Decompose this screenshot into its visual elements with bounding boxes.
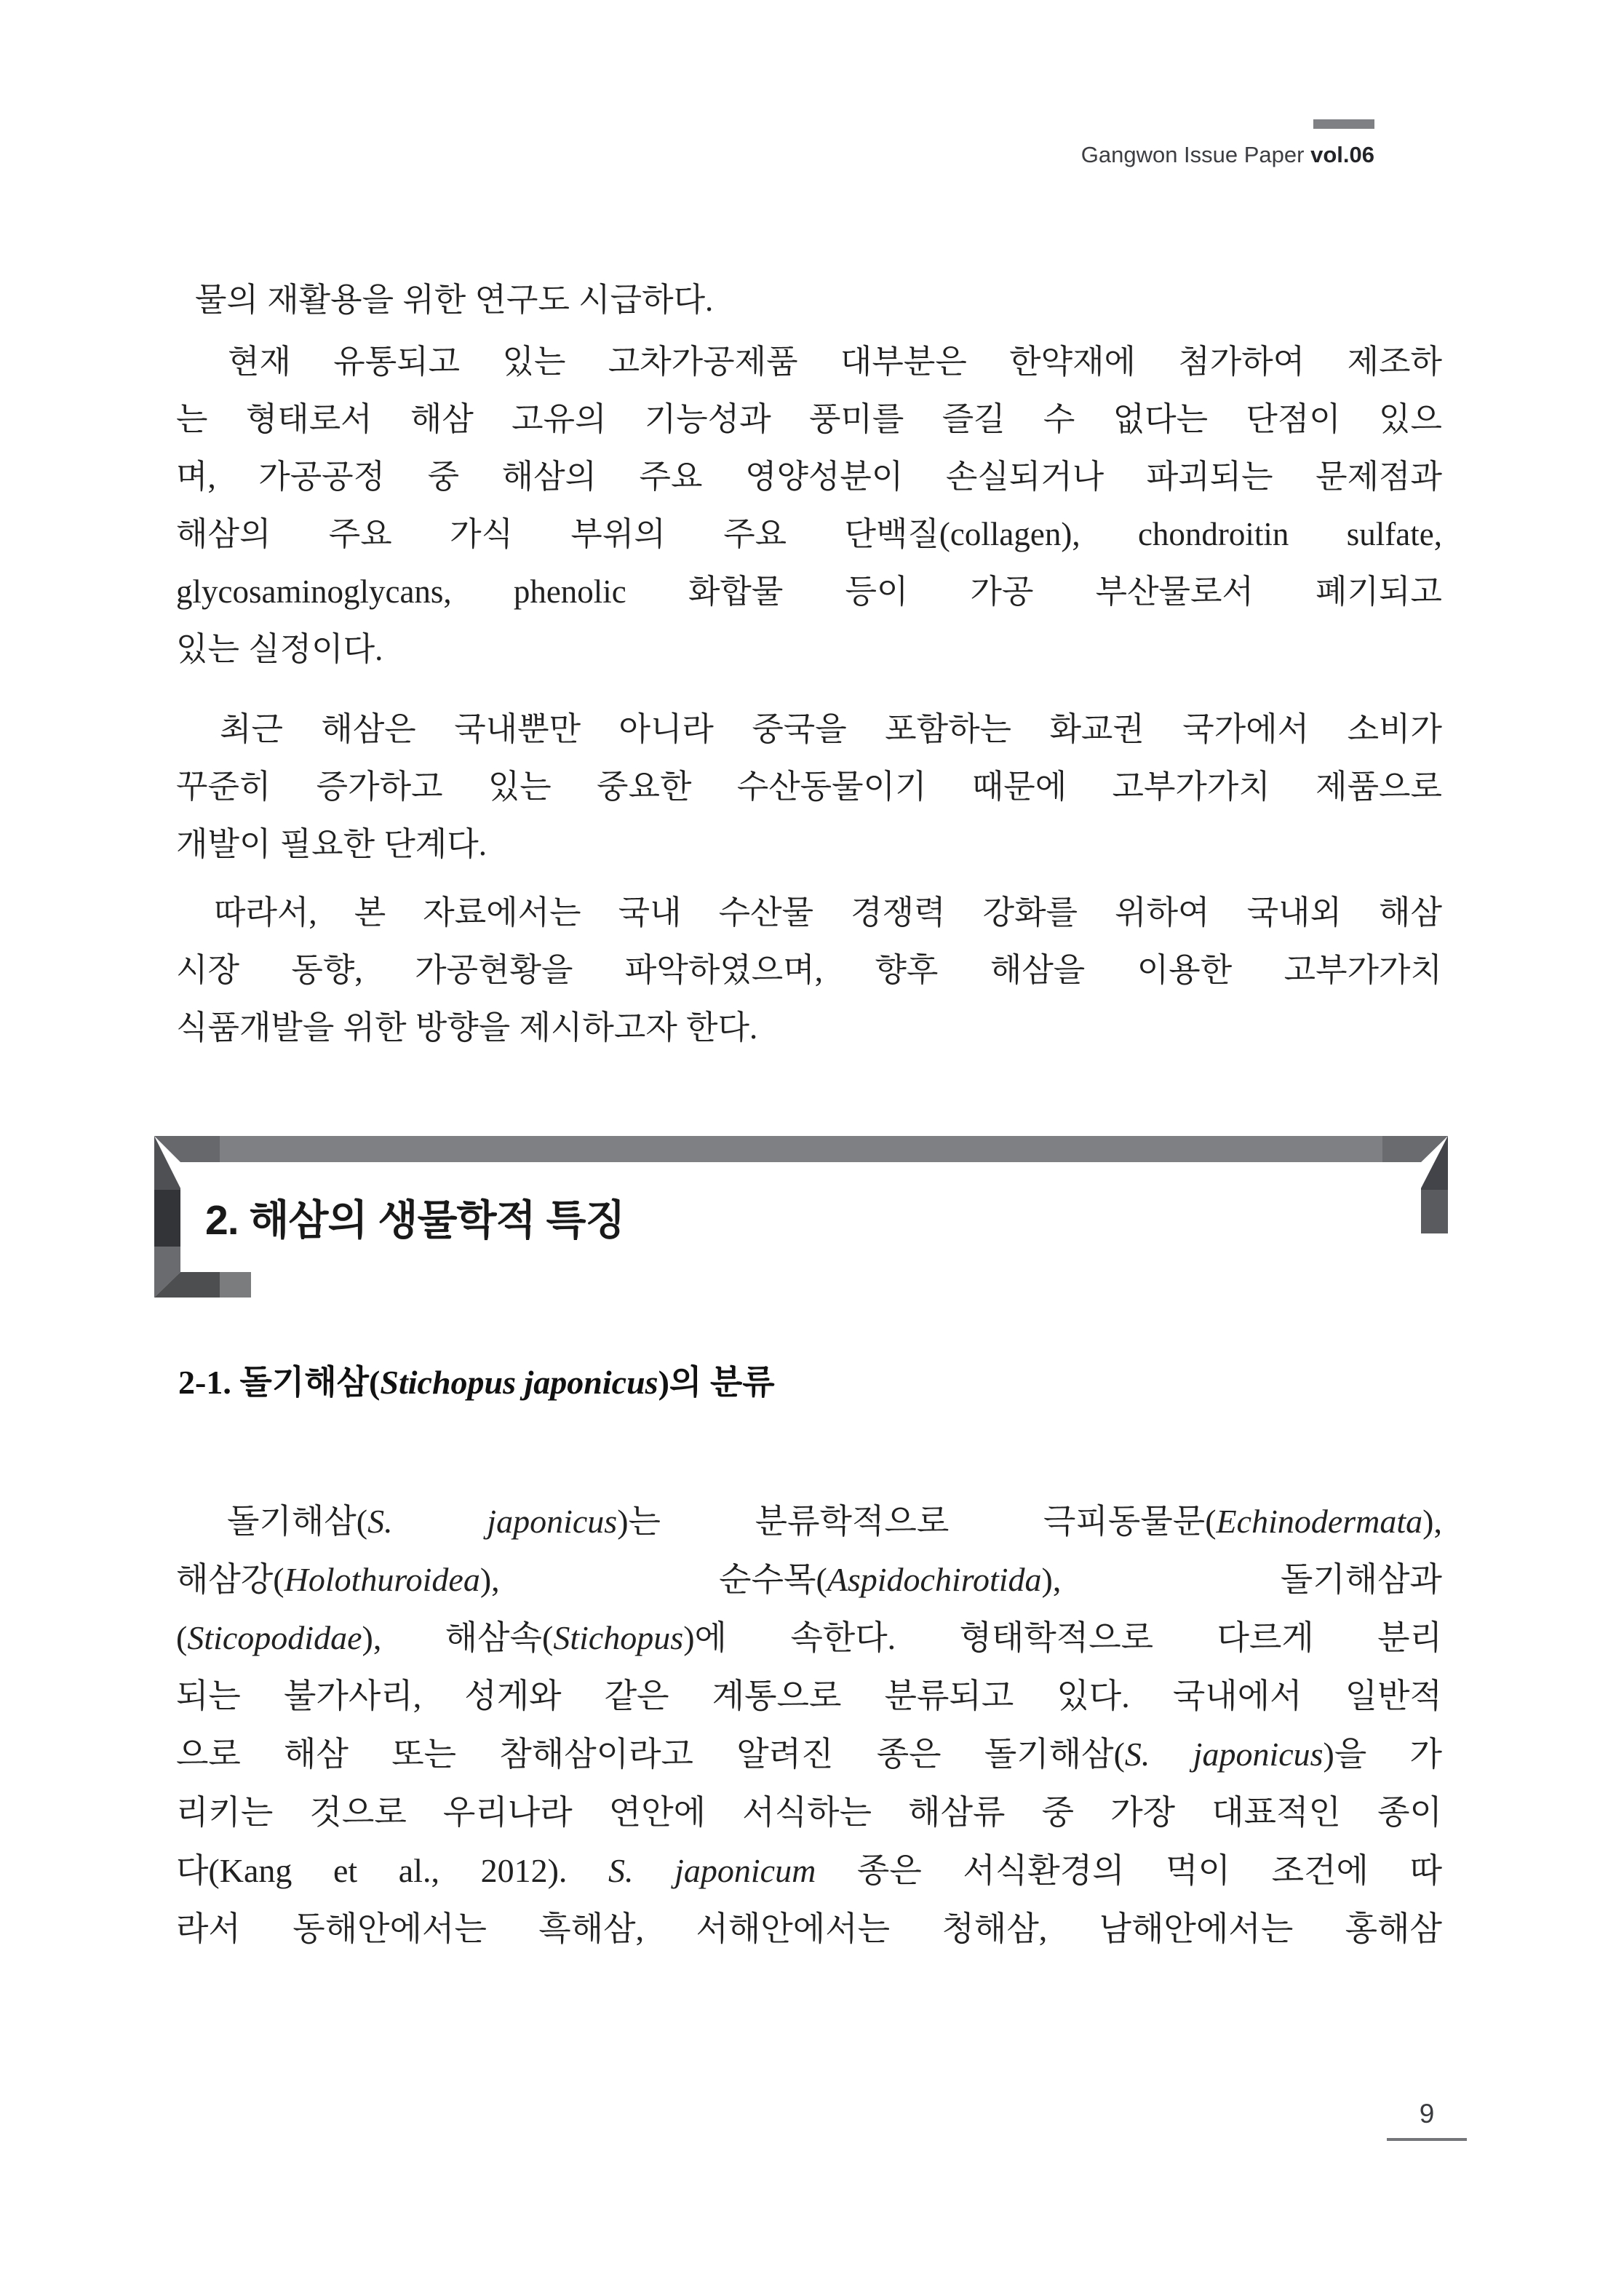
text-line	[176, 1609, 1442, 1667]
latin-species-name: Stichopus japonicus	[380, 1364, 658, 1401]
text-run: 2-1. 돌기해삼(	[178, 1364, 381, 1401]
text-run: 따라서, 본 자료에서는 국내 수산물 경쟁력 강화를 위하여 국내외 해삼	[214, 894, 1442, 931]
text-run: 리키는 것으로 우리나라 연안에 서식하는 해삼류 중 가장 대표적인 종이	[176, 1794, 1442, 1831]
section-banner	[154, 1136, 1448, 1298]
latin-species-name: S. japonicum	[608, 1852, 816, 1889]
text-run: 으로 해삼 또는 참해삼이라고 알려진 종은 돌기해삼(	[176, 1736, 1125, 1773]
text-line	[176, 1725, 1442, 1784]
page-number-rule	[1387, 2138, 1467, 2141]
text-run: )을 가	[1323, 1736, 1442, 1773]
banner-top-bar	[220, 1136, 1382, 1162]
text-run: 되는 불가사리, 성게와 같은 계통으로 분류되고 있다. 국내에서 일반적	[176, 1677, 1442, 1714]
text-run: 개발이 필요한 단계다.	[176, 826, 487, 862]
text-line	[176, 701, 1442, 758]
header-volume: vol.06	[1310, 142, 1374, 167]
text-run: )의 분류	[658, 1364, 775, 1401]
text-run: 있는 실정이다.	[176, 631, 383, 667]
header-brand: Gangwon Issue Paper	[1080, 142, 1305, 167]
text-run: ), 해삼속(	[362, 1619, 554, 1656]
text-run: 해삼강(	[176, 1561, 284, 1598]
text-line	[176, 391, 1442, 448]
text-run: 라서 동해안에서는 흑해삼, 서해안에서는 청해삼, 남해안에서는 홍해삼	[176, 1910, 1442, 1947]
text-run: 최근 해삼은 국내뿐만 아니라 중국을 포함하는 화교권 국가에서 소비가	[220, 711, 1442, 747]
text-line	[176, 1493, 1442, 1551]
header-accent-bar	[1313, 119, 1374, 129]
text-run: 식품개발을 위한 방향을 제시하고자 한다.	[176, 1009, 758, 1046]
paragraph	[176, 701, 1442, 873]
text-line	[176, 448, 1442, 506]
section-heading: 2. 해삼의 생물학적 특징	[205, 1197, 625, 1244]
text-line	[176, 999, 1442, 1057]
text-run: 현재 유통되고 있는 고차가공제품 대부분은 한약재에 첨가하여 제조하	[228, 343, 1442, 380]
text-run: 며, 가공공정 중 해삼의 주요 영양성분이 손실되거나 파괴되는 문제점과	[176, 458, 1442, 495]
paragraph	[176, 1493, 1442, 1958]
text-run: (	[176, 1619, 188, 1656]
text-line	[176, 942, 1442, 999]
subsection-heading	[178, 1360, 1444, 1405]
text-line	[176, 271, 1442, 329]
paragraph	[176, 333, 1442, 678]
text-line	[176, 506, 1442, 563]
text-run: ), 순수목(	[479, 1561, 827, 1598]
latin-species-name: Aspidochirotida	[827, 1561, 1042, 1598]
paragraph	[176, 884, 1442, 1057]
header-title	[1081, 141, 1374, 169]
text-run: 시장 동향, 가공현황을 파악하였으며, 향후 해삼을 이용한 고부가가치	[176, 952, 1442, 988]
text-line	[176, 333, 1442, 391]
text-line	[176, 884, 1442, 942]
text-run: 다(Kang et al., 2012).	[176, 1852, 609, 1889]
text-line	[176, 1784, 1442, 1842]
text-line	[176, 563, 1442, 621]
intro-text	[176, 271, 1442, 1079]
text-run: 는 형태로서 해삼 고유의 기능성과 풍미를 즐길 수 없다는 단점이 있으	[176, 401, 1442, 437]
text-line	[176, 1667, 1442, 1725]
text-run: 물의 재활용을 위한 연구도 시급하다.	[195, 282, 714, 318]
latin-species-name: S. japonicus	[1124, 1736, 1324, 1773]
latin-species-name: Stichopus	[553, 1619, 684, 1656]
text-run: 꾸준히 증가하고 있는 중요한 수산동물이기 때문에 고부가가치 제품으로	[176, 768, 1442, 805]
text-run: )는 분류학적으로 극피동물문(	[617, 1503, 1217, 1540]
text-line	[176, 816, 1442, 873]
text-line	[176, 1551, 1442, 1609]
text-run: 해삼의 주요 가식 부위의 주요 단백질(collagen), chondroitin sulfate,	[176, 516, 1442, 552]
text-run: 종은 서식환경의 먹이 조건에 따	[816, 1852, 1443, 1889]
paragraph	[176, 271, 1442, 329]
banner-right-bar-bottom	[1421, 1190, 1448, 1233]
latin-species-name: Sticopodidae	[187, 1619, 362, 1656]
classification-text	[176, 1493, 1442, 1958]
text-run: )에 속한다. 형태학적으로 다르게 분리	[683, 1619, 1443, 1656]
text-line	[176, 1900, 1442, 1958]
latin-species-name: Holothuroidea	[284, 1561, 480, 1598]
text-line	[176, 621, 1442, 678]
page-number: 9	[1419, 2099, 1435, 2129]
text-run: ), 돌기해삼과	[1041, 1561, 1442, 1598]
banner-bottom-bar-end	[220, 1272, 251, 1298]
text-run: glycosaminoglycans, phenolic 화합물 등이 가공 부산물로서 폐기되고	[176, 573, 1442, 610]
text-run: 돌기해삼(	[227, 1503, 368, 1540]
banner-left-bar-middle	[154, 1190, 180, 1247]
latin-species-name: Echinodermata	[1216, 1503, 1423, 1540]
latin-species-name: S. japonicus	[367, 1503, 618, 1540]
text-line	[176, 758, 1442, 816]
text-run: ),	[1422, 1503, 1442, 1540]
text-line	[176, 1842, 1442, 1900]
